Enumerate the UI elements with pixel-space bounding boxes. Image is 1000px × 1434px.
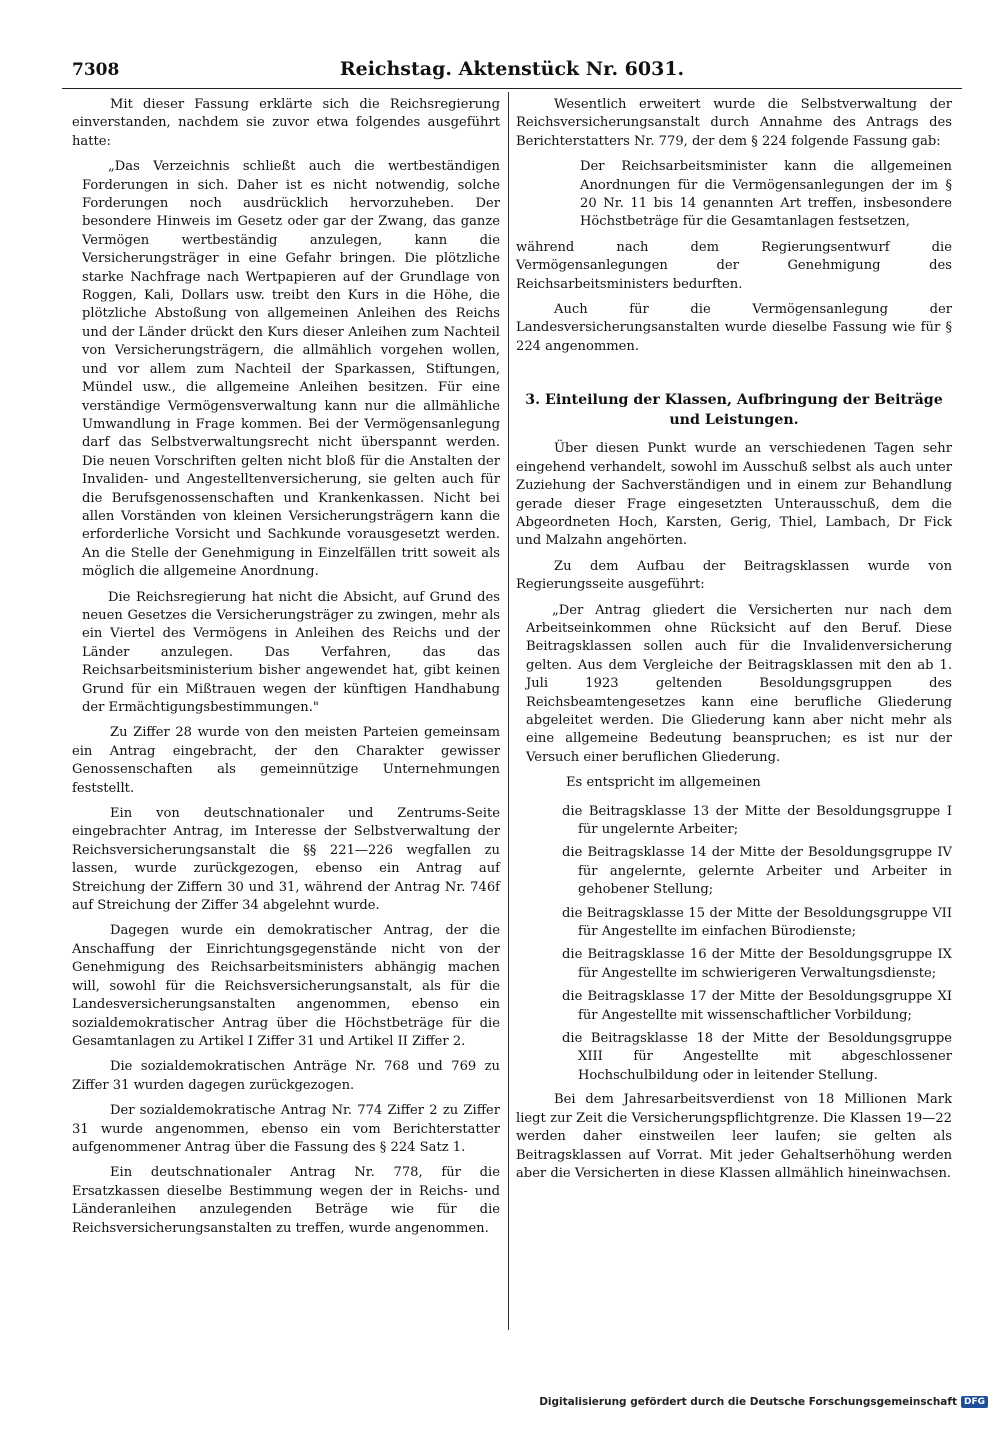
- right-column: [516, 96, 952, 1190]
- paragraph: Auch für die Vermögensanlegung der Landesversicherungsanstalten wurde dieselbe Fassung wie für § 224 angenommen.: [516, 302, 952, 354]
- paragraph: Der sozialdemokratische Antrag Nr. 774 Ziffer 2 zu Ziffer 31 wurde angenommen, ebenso ein vom Berichterstatter aufgenommener Antrag über die Fassung des § 224 Satz 1.: [72, 1103, 500, 1155]
- list-item: die Beitragsklasse 16 der Mitte der Besoldungsgruppe IX für Angestellte im schwierigeren Verwaltungsdienste;: [562, 947, 952, 981]
- quote-paragraph: Die Reichsregierung hat nicht die Absicht, auf Grund des neuen Gesetzes die Versicherungsträger zu zwingen, mehr als ein Viertel des Vermögens in Anleihen des Reichs und der Länder anzulegen. Das Verfahren, das das Reichsarbeitsministerium bisher angewendet hat, gibt keinen Grund für ein Mißtrauen wegen der künftigen Handhabung der Ermächtigungsbestimmungen.": [82, 589, 500, 715]
- contribution-class-list: [516, 803, 952, 1086]
- quote-paragraph: „Der Antrag gliedert die Versicherten nur nach dem Arbeitseinkommen ohne Rücksicht auf den Beruf. Diese Beitragsklassen sollen auch für die Invalidenversicherung gelten. Aus dem Vergleiche der Beitragsklassen mit den ab 1. Juli 1923 geltenden Besoldungsgruppen des Reichsbeamtengesetzes kann eine berufliche Gliederung abgeleitet werden. Die Gliederung kann aber nicht mehr als eine allgemeine Bedeutung beanspruchen; es ist nur der Versuch einer beruflichen Gliederung.: [526, 602, 952, 765]
- list-item: die Beitragsklasse 14 der Mitte der Besoldungsgruppe IV für angelernte, gelernte Arbeiter und Arbeiter in gehobener Stellung;: [562, 845, 952, 898]
- list-item: die Beitragsklasse 15 der Mitte der Besoldungsgruppe VII für Angestellte im einfachen Bürodienste;: [562, 905, 952, 940]
- paragraph: Über diesen Punkt wurde an verschiedenen Tagen sehr eingehend verhandelt, sowohl im Ausschuß selbst als auch unter Zuziehung der Sachverständigen und in einem zur Behandlung gerade dieser Frage eingesetzten Unterausschuß, dem die Abgeordneten Hoch, Karsten, Gerig, Thiel, Lambach, Dr Fick und Malzahn angehörten.: [516, 441, 952, 549]
- page-header: [62, 58, 962, 86]
- government-quote: [72, 158, 500, 581]
- digitization-footer: [539, 1396, 988, 1408]
- quoted-provision: Der Reichsarbeitsminister kann die allgemeinen Anordnungen für die Vermögensanlegungen der im § 20 Nr. 11 bis 14 genannten Art treffen, insbesondere Höchstbeträge für die Gesamtanlagen festsetzen,: [580, 159, 952, 230]
- paragraph: Zu dem Aufbau der Beitragsklassen wurde von Regierungsseite ausgeführt:: [516, 558, 952, 593]
- dfg-logo-icon: DFG: [961, 1396, 988, 1408]
- paragraph: Wesentlich erweitert wurde die Selbstverwaltung der Reichsversicherungsanstalt durch Annahme des Antrags des Berichterstatters Nr. 779, der dem § 224 folgende Fassung gab:: [516, 97, 952, 149]
- government-quote-continued: [72, 589, 500, 718]
- page-number: 7308: [72, 60, 120, 80]
- quote-paragraph: „Das Verzeichnis schließt auch die wertbeständigen Forderungen in sich. Daher ist es nicht notwendig, solche Forderungen noch ausdrücklich hervorzuheben. Der besondere Hinweis im Gesetz oder gar der Zwang, das ganze Vermögen wertbeständig anzulegen, kann die Versicherungsträger in eine Gefahr bringen. Die plötzliche starke Nachfrage nach Wertpapieren auf der Grundlage von Roggen, Kali, Dollars usw. treibt den Kurs in die Höhe, die plötzliche Abstoßung von allgemeinen Anleihen des Reichs und der Länder drückt den Kurs dieser Anleihen zum Nachteil von Versicherungsträgern, die allmählich vorgehen wollen, und vor allem zum Nachteil der Sparkassen, Stiftungen, Mündel usw., die allgemeine Anleihen besitzen. Für eine verständige Vermögensverwaltung kann nur die allmähliche Umwandlung in Frage kommen. Bei der Vermögensanlegung darf das Selbstverwaltungsrecht nicht überspannt werden. Die neuen Vorschriften gelten nicht bloß für die Anstalten der Invaliden- und Angestelltenversicherung, sie gelten auch für die Berufsgenossenschaften und Krankenkassen. Nicht bei allen Vorständen von kleinen Versicherungsträgern kann die erforderliche Vorsicht und Sachkunde vorausgesetzt werden. An die Stelle der Genehmigung in Einzelfällen tritt soweit als möglich die allgemeine Anordnung.: [82, 159, 500, 580]
- footer-text: Digitalisierung gefördert durch die Deutsche Forschungsgemeinschaft: [539, 1396, 957, 1408]
- list-item: die Beitragsklasse 13 der Mitte der Besoldungsgruppe I für ungelernte Arbeiter;: [562, 803, 952, 837]
- list-item: die Beitragsklasse 18 der Mitte der Besoldungsgruppe XIII für Angestellte mit abgeschlossener Hochschulbildung oder in leitender Stellung.: [562, 1031, 952, 1083]
- paragraph: während nach dem Regierungsentwurf die Vermögensanlegungen der Genehmigung des Reichsarbeitsministers bedurften.: [516, 239, 952, 292]
- paragraph: Dagegen wurde ein demokratischer Antrag, der die Anschaffung der Einrichtungsgegenstände nicht von der Genehmigung des Reichsarbeitsministers abhängig machen will, sowohl für die Reichsversicherungsanstalt, als für die Landesversicherungsanstalten angenommen, ebenso ein sozialdemokratischer Antrag über die Höchstbeträge für die Gesamtanlagen zu Artikel I Ziffer 31 und Artikel II Ziffer 2.: [72, 923, 500, 1049]
- paragraph: Die sozialdemokratischen Anträge Nr. 768 und 769 zu Ziffer 31 wurden dagegen zurückgezogen.: [72, 1059, 500, 1093]
- running-title: Reichstag. Aktenstück Nr. 6031.: [339, 58, 685, 80]
- paragraph: Ein von deutschnationaler und Zentrums-Seite eingebrachter Antrag, im Interesse der Selbstverwaltung der Reichsversicherungsanstalt die §§ 221—226 wegfallen zu lassen, wurde zurückgezogen, ebenso ein Antrag auf Streichung der Ziffern 30 und 31, während der Antrag Nr. 746f auf Streichung der Ziffer 34 abgelehnt wurde.: [72, 806, 500, 914]
- section-heading-line2: und Leistungen.: [669, 412, 799, 429]
- list-item: die Beitragsklasse 17 der Mitte der Besoldungsgruppe XI für Angestellte mit wissenschaftlicher Vorbildung;: [562, 989, 952, 1023]
- paragraph: Mit dieser Fassung erklärte sich die Reichsregierung einverstanden, nachdem sie zuvor etwa folgendes ausgeführt hatte:: [72, 97, 500, 149]
- government-quote: [516, 602, 952, 768]
- column-divider: [508, 92, 509, 1330]
- paragraph: Zu Ziffer 28 wurde von den meisten Parteien gemeinsam ein Antrag eingebracht, der den Charakter gewisser Genossenschaften als gemeinnützige Unternehmungen feststellt.: [72, 725, 500, 796]
- left-column: [72, 96, 500, 1245]
- paragraph: Bei dem Jahresarbeitsverdienst von 18 Millionen Mark liegt zur Zeit die Versicherungspflichtgrenze. Die Klassen 19—22 werden daher einstweilen leer laufen; sie gelten als Beitragsklassen auf Vorrat. Mit jeder Gehaltserhöhung werden aber die Versicherten in diese Klassen allmählich hineinwachsen.: [516, 1092, 952, 1181]
- list-intro: Es entspricht im allgemeinen: [566, 775, 761, 791]
- section-heading-line1: 3. Einteilung der Klassen, Aufbringung der Beiträge: [525, 392, 943, 409]
- paragraph: Ein deutschnationaler Antrag Nr. 778, für die Ersatzkassen dieselbe Bestimmung wegen der in Reichs- und Länderanleihen anzulegenden Beträge wie für die Reichsversicherungsanstalten zu treffen, wurde angenommen.: [72, 1165, 500, 1236]
- header-rule: [62, 88, 962, 89]
- section-heading: [516, 390, 952, 430]
